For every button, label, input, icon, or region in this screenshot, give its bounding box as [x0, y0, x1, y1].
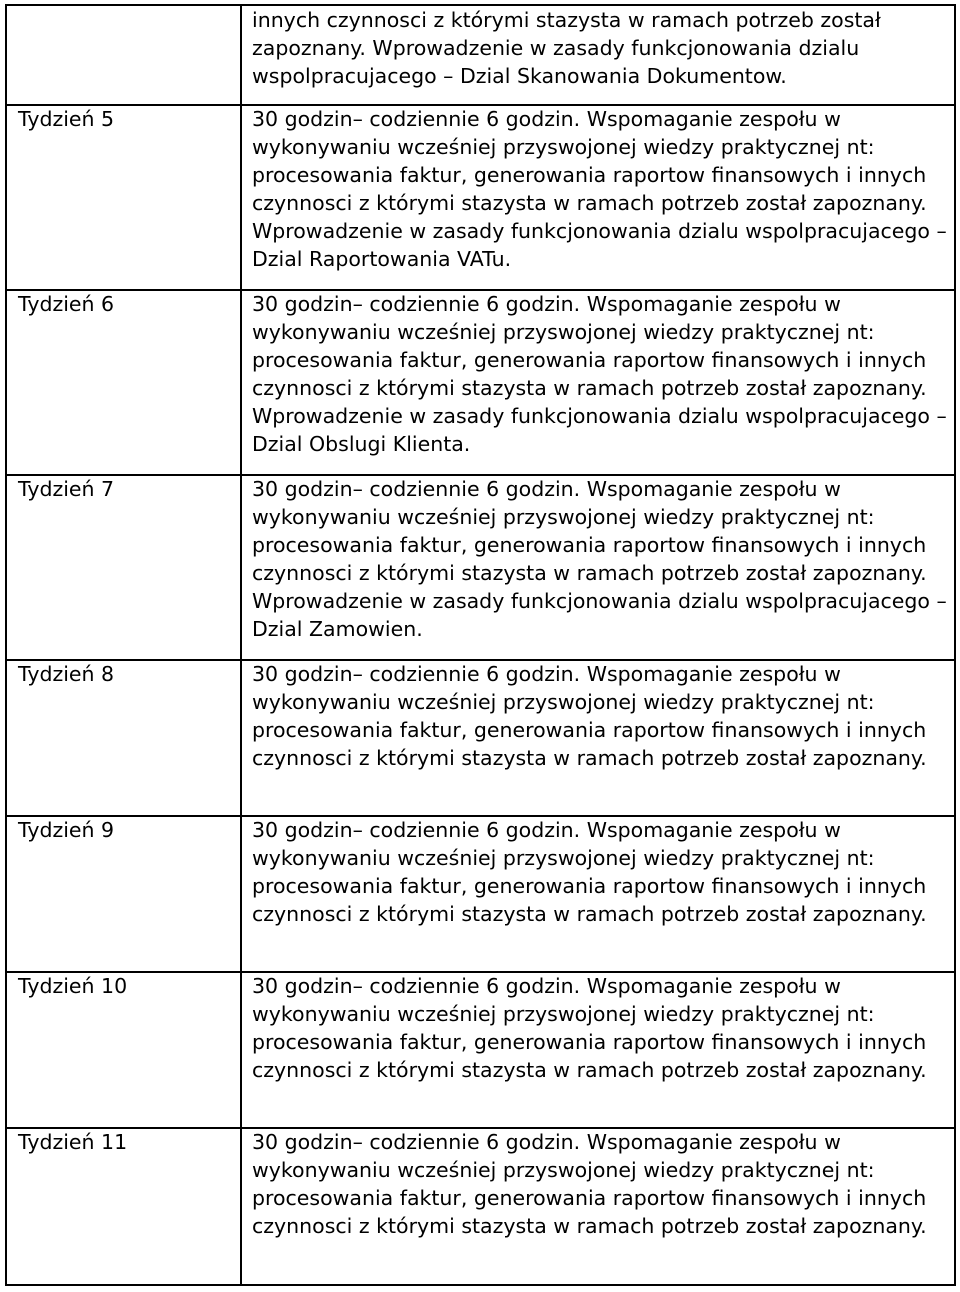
table-row-week-5 — [6, 105, 955, 290]
internship-schedule-table — [5, 4, 956, 1286]
week-cell — [6, 5, 241, 105]
week-label: Tydzień 10 — [18, 974, 128, 998]
week-cell — [6, 290, 241, 475]
week-label: Tydzień 7 — [18, 477, 115, 501]
week-cell — [6, 816, 241, 972]
week-label: Tydzień 6 — [18, 292, 115, 316]
week-description: 30 godzin– codziennie 6 godzin. Wspomaganie zespołu w wykonywaniu wcześniej przyswojonej wiedzy praktycznej nt: procesowania faktur, generowania raportow finansowych i innych czynnosci z którymi stazysta w ramach potrzeb został zapoznany. — [252, 662, 927, 770]
description-cell — [241, 816, 955, 972]
week-cell — [6, 475, 241, 660]
week-label: Tydzień 11 — [18, 1130, 128, 1154]
schedule-body — [6, 5, 955, 1285]
description-cell — [241, 660, 955, 816]
week-cell — [6, 105, 241, 290]
table-row-week-11 — [6, 1128, 955, 1285]
table-row-week-9 — [6, 816, 955, 972]
table-row-continued — [6, 5, 955, 105]
week-cell — [6, 660, 241, 816]
table-row-week-6 — [6, 290, 955, 475]
week-description: 30 godzin– codziennie 6 godzin. Wspomaganie zespołu w wykonywaniu wcześniej przyswojonej wiedzy praktycznej nt: procesowania faktur, generowania raportow finansowych i innych czynnosci z którymi stazysta w ramach potrzeb został zapoznany. Wprowadzenie w zasady funkcjonowania dzialu wspolpracujacego – Dzial Raportowania VATu. — [252, 107, 947, 271]
week-description: 30 godzin– codziennie 6 godzin. Wspomaganie zespołu w wykonywaniu wcześniej przyswojonej wiedzy praktycznej nt: procesowania faktur, generowania raportow finansowych i innych czynnosci z którymi stazysta w ramach potrzeb został zapoznany. Wprowadzenie w zasady funkcjonowania dzialu wspolpracujacego – Dzial Obslugi Klienta. — [252, 292, 947, 456]
table-row-week-8 — [6, 660, 955, 816]
week-label: Tydzień 9 — [18, 818, 115, 842]
week-description: 30 godzin– codziennie 6 godzin. Wspomaganie zespołu w wykonywaniu wcześniej przyswojonej wiedzy praktycznej nt: procesowania faktur, generowania raportow finansowych i innych czynnosci z którymi stazysta w ramach potrzeb został zapoznany. — [252, 974, 927, 1082]
week-description: 30 godzin– codziennie 6 godzin. Wspomaganie zespołu w wykonywaniu wcześniej przyswojonej wiedzy praktycznej nt: procesowania faktur, generowania raportow finansowych i innych czynnosci z którymi stazysta w ramach potrzeb został zapoznany. Wprowadzenie w zasady funkcjonowania dzialu wspolpracujacego – Dzial Zamowien. — [252, 477, 947, 641]
description-cell — [241, 5, 955, 105]
week-label: Tydzień 5 — [18, 107, 115, 131]
description-cell — [241, 475, 955, 660]
description-cell — [241, 105, 955, 290]
week-label: Tydzień 8 — [18, 662, 115, 686]
description-cell — [241, 290, 955, 475]
table-row-week-10 — [6, 972, 955, 1128]
table-row-week-7 — [6, 475, 955, 660]
week-description: 30 godzin– codziennie 6 godzin. Wspomaganie zespołu w wykonywaniu wcześniej przyswojonej wiedzy praktycznej nt: procesowania faktur, generowania raportow finansowych i innych czynnosci z którymi stazysta w ramach potrzeb został zapoznany. — [252, 818, 927, 926]
week-description: innych czynnosci z którymi stazysta w ramach potrzeb został zapoznany. Wprowadzenie w zasady funkcjonowania dzialu wspolpracujacego – Dzial Skanowania Dokumentow. — [252, 8, 881, 88]
description-cell — [241, 972, 955, 1128]
week-description: 30 godzin– codziennie 6 godzin. Wspomaganie zespołu w wykonywaniu wcześniej przyswojonej wiedzy praktycznej nt: procesowania faktur, generowania raportow finansowych i innych czynnosci z którymi stazysta w ramach potrzeb został zapoznany. — [252, 1130, 927, 1238]
week-cell — [6, 1128, 241, 1285]
description-cell — [241, 1128, 955, 1285]
week-cell — [6, 972, 241, 1128]
